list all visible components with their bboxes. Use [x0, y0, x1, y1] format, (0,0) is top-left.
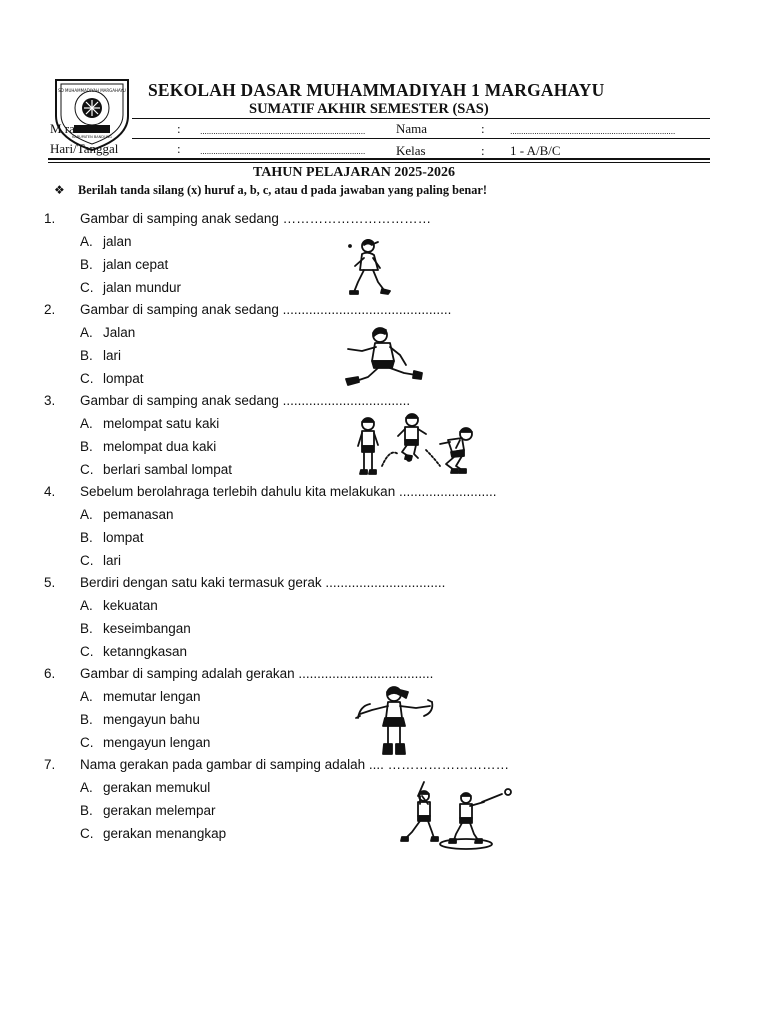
option-mengayun-lengan[interactable]: mengayun lengan [103, 735, 211, 750]
option-pemanasan[interactable]: pemanasan [103, 507, 174, 522]
option-jalan[interactable]: jalan [103, 234, 132, 249]
colon: : [177, 141, 181, 156]
option-mengayun-bahu[interactable]: mengayun bahu [103, 712, 200, 727]
option-ketanngkasan[interactable]: ketanngkasan [103, 644, 188, 659]
option-letter[interactable]: C. [80, 553, 94, 568]
option-letter[interactable]: A. [80, 416, 93, 431]
option-letter[interactable]: B. [80, 348, 93, 363]
arm-swing-icon [354, 684, 436, 758]
batting-icon [398, 780, 514, 852]
nama-blank[interactable]: ........................................................................... [510, 126, 676, 136]
academic-year: TAHUN PELAJARAN 2025-2026 [253, 165, 455, 180]
question-number: 1. [44, 211, 56, 226]
instruction-text: Berilah tanda silang (x) huruf a, b, c, atau d pada jawaban yang paling benar! [78, 183, 487, 197]
diamond-bullet-icon: ❖ [54, 183, 65, 197]
question-text: Gambar di samping anak sedang ............................................. [80, 302, 452, 317]
option-letter[interactable]: C. [80, 371, 94, 386]
option-gerakan-memukul[interactable]: gerakan memukul [103, 780, 211, 795]
option-letter[interactable]: C. [80, 826, 94, 841]
option-letter[interactable]: C. [80, 462, 94, 477]
option-jalan-mundur[interactable]: jalan mundur [103, 280, 182, 295]
option-letter[interactable]: B. [80, 530, 93, 545]
nama-label: Nama [396, 121, 428, 136]
mapel-blank[interactable]: ........................................................................... [200, 126, 366, 136]
question-text: Nama gerakan pada gambar di samping adalah .... ……………………… [80, 757, 510, 772]
question-text: Gambar di samping anak sedang .................................. [80, 393, 411, 408]
option-gerakan-melempar[interactable]: gerakan melempar [103, 803, 216, 818]
option-lompat[interactable]: lompat [103, 371, 144, 386]
question-number: 2. [44, 302, 56, 317]
hari-blank[interactable]: ........................................................................... [200, 146, 366, 156]
option-lari[interactable]: lari [103, 553, 122, 568]
option-letter[interactable]: B. [80, 621, 93, 636]
option-berlari-sambal-lompat[interactable]: berlari sambal lompat [103, 462, 233, 477]
option-letter[interactable]: A. [80, 507, 93, 522]
question-number: 4. [44, 484, 56, 499]
question-number: 3. [44, 393, 56, 408]
walking-child-icon [342, 236, 392, 298]
option-memutar-lengan[interactable]: memutar lengan [103, 689, 201, 704]
question-number: 7. [44, 757, 56, 772]
header-rule-bottom [48, 158, 710, 160]
mapel-label: M ran [50, 121, 82, 136]
option-letter[interactable]: A. [80, 234, 93, 249]
colon: : [177, 121, 181, 136]
kelas-value: 1 - A/B/C [510, 143, 561, 158]
logo-text: SD MUHAMMADIYAH MARGAHAYU [58, 88, 126, 93]
option-letter[interactable]: B. [80, 439, 93, 454]
school-name: SEKOLAH DASAR MUHAMMADIYAH 1 MARGAHAYU [148, 80, 605, 100]
option-gerakan-menangkap[interactable]: gerakan menangkap [103, 826, 227, 841]
option-lompat[interactable]: lompat [103, 530, 144, 545]
colon: : [481, 121, 485, 136]
option-jalan-cepat[interactable]: jalan cepat [103, 257, 169, 272]
option-letter[interactable]: C. [80, 735, 94, 750]
question-text: Sebelum berolahraga terlebih dahulu kita melakukan .......................... [80, 484, 497, 499]
option-keseimbangan[interactable]: keseimbangan [103, 621, 191, 636]
header-rule-mid [132, 138, 710, 139]
school-logo [52, 72, 132, 152]
option-letter[interactable]: A. [80, 598, 93, 613]
option-letter[interactable]: C. [80, 280, 94, 295]
option-letter[interactable]: C. [80, 644, 94, 659]
question-number: 6. [44, 666, 56, 681]
hari-label: Hari/Tanggal [50, 141, 119, 156]
exam-title: SUMATIF AKHIR SEMESTER (SAS) [249, 101, 489, 117]
option-letter[interactable]: A. [80, 325, 93, 340]
header-rule-bottom-2 [48, 162, 710, 163]
question-text: Berdiri dengan satu kaki termasuk gerak ................................ [80, 575, 446, 590]
option-letter[interactable]: B. [80, 712, 93, 727]
question-text: Gambar di samping anak sedang …………………………… [80, 211, 432, 226]
running-child-icon [342, 325, 426, 389]
kelas-label: Kelas [396, 143, 426, 158]
header-rule-top [132, 118, 710, 119]
option-letter[interactable]: B. [80, 257, 93, 272]
option-melompat-satu-kaki[interactable]: melompat satu kaki [103, 416, 220, 431]
svg-text:KABUPATEN BANDUNG: KABUPATEN BANDUNG [72, 135, 112, 139]
question-text: Gambar di samping adalah gerakan .................................... [80, 666, 434, 681]
option-jalan[interactable]: Jalan [103, 325, 136, 340]
option-melompat-dua-kaki[interactable]: melompat dua kaki [103, 439, 217, 454]
colon: : [481, 143, 485, 158]
jumping-sequence-icon [352, 410, 480, 480]
option-lari[interactable]: lari [103, 348, 122, 363]
option-letter[interactable]: A. [80, 780, 93, 795]
option-kekuatan[interactable]: kekuatan [103, 598, 158, 613]
option-letter[interactable]: A. [80, 689, 93, 704]
question-number: 5. [44, 575, 56, 590]
option-letter[interactable]: B. [80, 803, 93, 818]
